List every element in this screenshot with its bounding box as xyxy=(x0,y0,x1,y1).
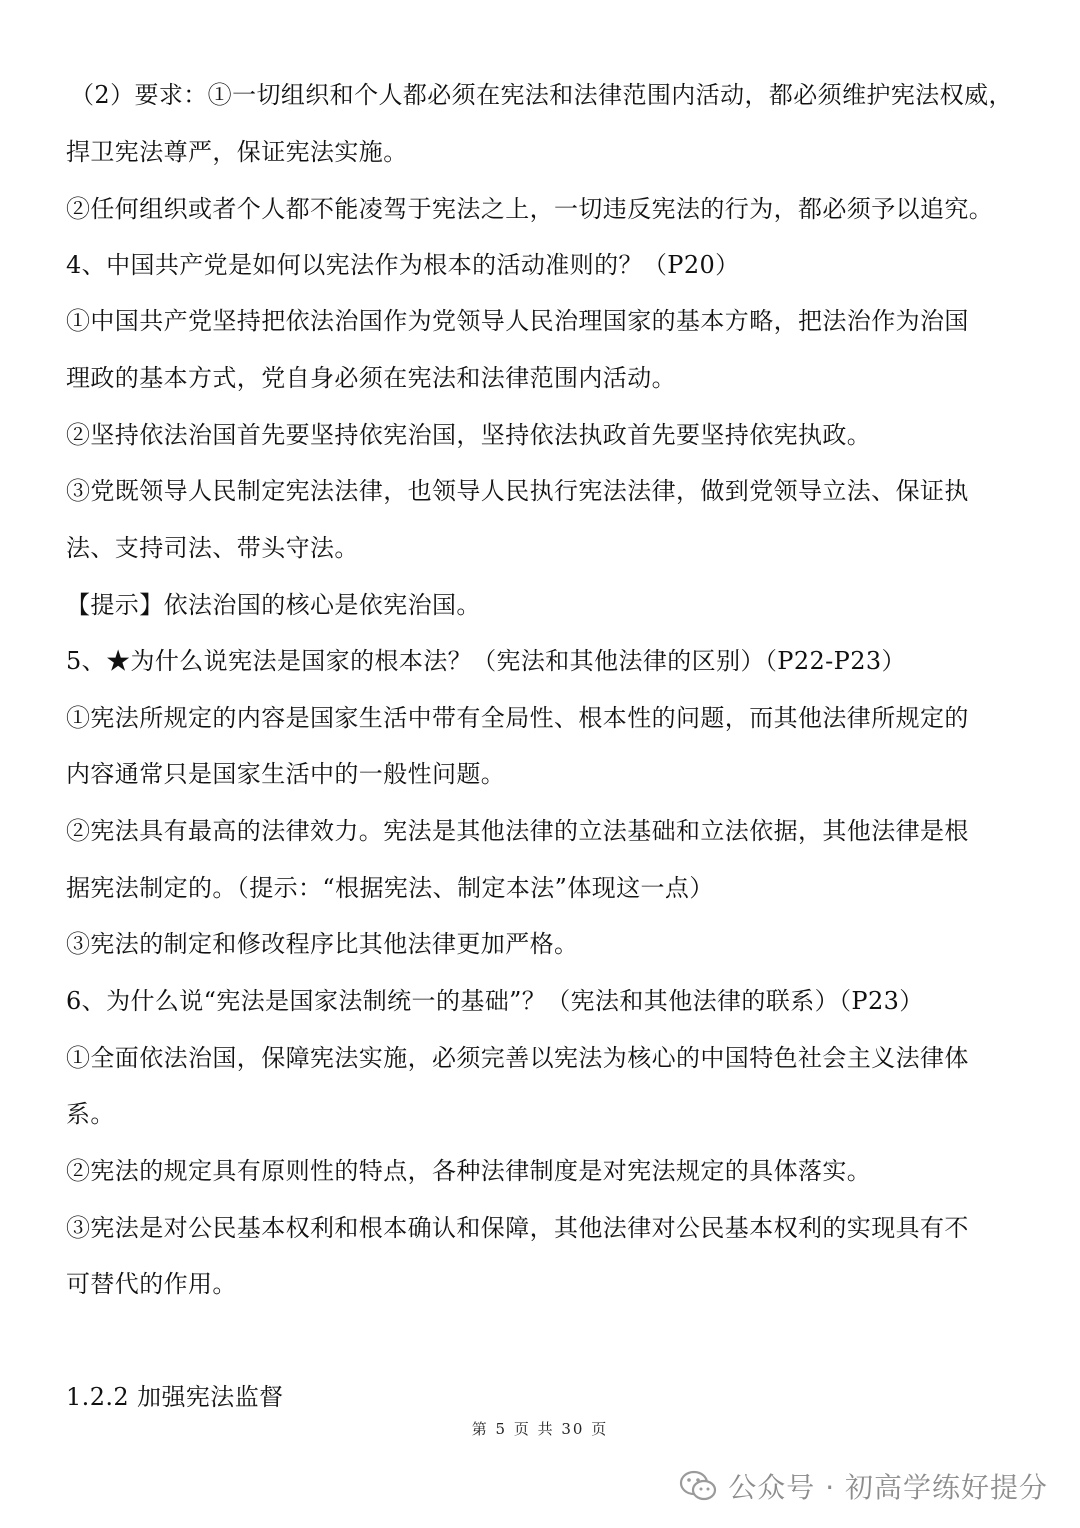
text-line: ①宪法所规定的内容是国家生活中带有全局性、根本性的问题，而其他法律所规定的 xyxy=(66,704,969,732)
text-line: ①全面依法治国，保障宪法实施，必须完善以宪法为核心的中国特色社会主义法律体 xyxy=(66,1044,969,1072)
text-line: ③党既领导人民制定宪法法律，也领导人民执行宪法法律，做到党领导立法、保证执 xyxy=(66,477,969,505)
text-line: 捍卫宪法尊严，保证宪法实施。 xyxy=(66,138,408,166)
text-line: ②宪法的规定具有原则性的特点，各种法律制度是对宪法规定的具体落实。 xyxy=(66,1157,872,1185)
wechat-icon xyxy=(678,1468,718,1504)
text-line: 内容通常只是国家生活中的一般性问题。 xyxy=(66,760,506,788)
text-line: ②任何组织或者个人都不能凌驾于宪法之上，一切违反宪法的行为，都必须予以追究。 xyxy=(66,195,994,223)
text-line: ③宪法的制定和修改程序比其他法律更加严格。 xyxy=(66,930,579,958)
text-line: 理政的基本方式，党自身必须在宪法和法律范围内活动。 xyxy=(66,364,676,392)
text-line: ②坚持依法治国首先要坚持依宪治国，坚持依法执政首先要坚持依宪执政。 xyxy=(66,421,872,449)
question-heading: 5、★为什么说宪法是国家的根本法？（宪法和其他法律的区别）（P22-P23） xyxy=(66,647,906,675)
text-line: 可替代的作用。 xyxy=(66,1270,237,1298)
text-line: ②宪法具有最高的法律效力。宪法是其他法律的立法基础和立法依据，其他法律是根 xyxy=(66,817,969,845)
text-line: 据宪法制定的。（提示：“根据宪法、制定本法”体现这一点） xyxy=(66,874,714,902)
page-number: 第 5 页 共 30 页 xyxy=(471,1420,609,1438)
question-heading: 6、为什么说“宪法是国家法制统一的基础”？（宪法和其他法律的联系）（P23） xyxy=(66,987,924,1015)
question-heading: 4、中国共产党是如何以宪法作为根本的活动准则的？（P20） xyxy=(66,251,740,279)
text-line: 系。 xyxy=(66,1100,115,1128)
text-line: 法、支持司法、带头守法。 xyxy=(66,534,359,562)
watermark xyxy=(678,1462,1048,1510)
text-line: （2）要求：①一切组织和个人都必须在宪法和法律范围内活动，都必须维护宪法权威， xyxy=(70,81,1013,109)
tip-line: 【提示】依法治国的核心是依宪治国。 xyxy=(66,591,481,619)
watermark-text: 公众号 · 初高学练好提分 xyxy=(728,1471,1048,1504)
section-heading: 1.2.2 加强宪法监督 xyxy=(66,1383,284,1411)
text-line: ①中国共产党坚持把依法治国作为党领导人民治理国家的基本方略，把法治作为治国 xyxy=(66,307,969,335)
text-line: ③宪法是对公民基本权利和根本确认和保障，其他法律对公民基本权利的实现具有不 xyxy=(66,1214,969,1242)
